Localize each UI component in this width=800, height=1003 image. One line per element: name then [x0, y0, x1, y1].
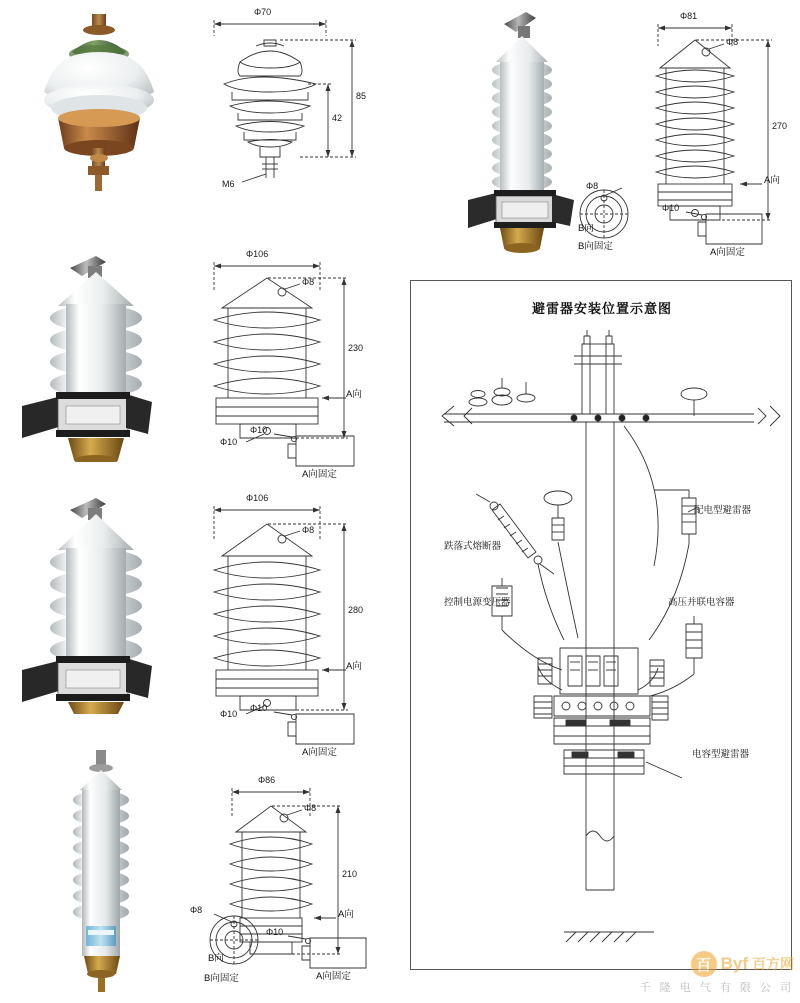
dim-bolt-bottom-4: Φ10: [220, 709, 238, 719]
product-photo-1: [22, 8, 182, 198]
view-a-fixing-3: A向固定: [302, 469, 337, 480]
dim-diameter-1: Φ70: [254, 7, 272, 17]
dim-diameter-4: Φ106: [246, 493, 269, 503]
dim-total-height-5: 210: [342, 869, 358, 879]
dim-diameter-2: Φ81: [680, 11, 698, 21]
dim-total-height-1: 85: [356, 91, 367, 101]
view-a-arrow-3: A向: [346, 389, 362, 400]
watermark: [691, 951, 794, 977]
dim-diameter-3: Φ106: [246, 249, 269, 259]
product-photo-4: [12, 486, 182, 716]
installation-diagram-title: 避雷器安装位置示意图: [532, 301, 673, 316]
dim-bolt-bottom-5: Φ8: [190, 905, 203, 915]
dim-bolt-top-4: Φ8: [302, 525, 315, 535]
watermark-brand: Byf: [720, 954, 748, 973]
dim-body-height-1: 42: [332, 113, 343, 123]
dim-bracket-hole-5: Φ10: [266, 927, 284, 937]
dim-bolt-top-2: Φ8: [726, 37, 739, 47]
view-a-arrow-4: A向: [346, 661, 362, 672]
drawing-unit-1: [196, 6, 376, 202]
view-a-arrow-5: A向: [338, 909, 354, 920]
product-photo-5: [34, 744, 174, 996]
view-a-fixing-5: A向固定: [316, 971, 351, 982]
view-a-fixing-2: A向固定: [710, 247, 745, 258]
dim-thread-1: M6: [222, 179, 235, 189]
dim-bolt-top-3: Φ8: [302, 277, 315, 287]
label-hv-shunt-capacitor: 高压并联电容器: [668, 597, 735, 608]
dim-bracket-hole-3: Φ10: [250, 425, 268, 435]
watermark-logo-icon: 百: [691, 951, 717, 977]
label-capacitor-arrester: 电容型避雷器: [692, 749, 750, 760]
view-a-arrow-2: A向: [764, 175, 780, 186]
leader-distribution-arrester: [688, 498, 696, 518]
bracket-view-unit-4: [250, 703, 378, 760]
dim-bolt-bottom-2: Φ8: [586, 181, 599, 191]
dim-bolt-bottom-3: Φ10: [220, 437, 238, 447]
label-control-power-transformer: 控制电源变压器: [444, 597, 511, 608]
bracket-view-unit-2: [662, 203, 786, 260]
dim-bracket-hole-4: Φ10: [250, 703, 268, 713]
bottom-view-unit-2: [556, 181, 652, 256]
dim-total-height-3: 230: [348, 343, 364, 353]
bracket-view-unit-5: [266, 927, 388, 986]
view-b-fixing-5: B向固定: [204, 973, 239, 984]
dim-total-height-4: 280: [348, 605, 364, 615]
view-b-arrow-5: B向: [208, 953, 224, 964]
label-drop-out-fuse: 跌落式熔断器: [444, 541, 502, 552]
installation-diagram-drawing: [414, 330, 788, 966]
bracket-view-unit-3: [250, 425, 378, 482]
view-a-fixing-4: A向固定: [302, 747, 337, 758]
dim-total-height-2: 270: [772, 121, 788, 131]
dim-bolt-top-5: Φ8: [304, 803, 317, 813]
view-b-arrow-2: B向: [578, 223, 594, 234]
bottom-view-unit-5: [186, 905, 282, 990]
drawing-unit-4: [196, 492, 376, 728]
dim-diameter-5: Φ86: [258, 775, 276, 785]
product-photo-3: [12, 246, 182, 462]
label-distribution-arrester: 配电型避雷器: [694, 505, 752, 516]
view-b-fixing-2: B向固定: [578, 241, 613, 252]
watermark-brand-cn: 百方网: [752, 956, 794, 972]
dim-bracket-hole-2: Φ10: [662, 203, 680, 213]
watermark-tagline: 千 隆 电 气 有 限 公 司: [639, 982, 794, 994]
